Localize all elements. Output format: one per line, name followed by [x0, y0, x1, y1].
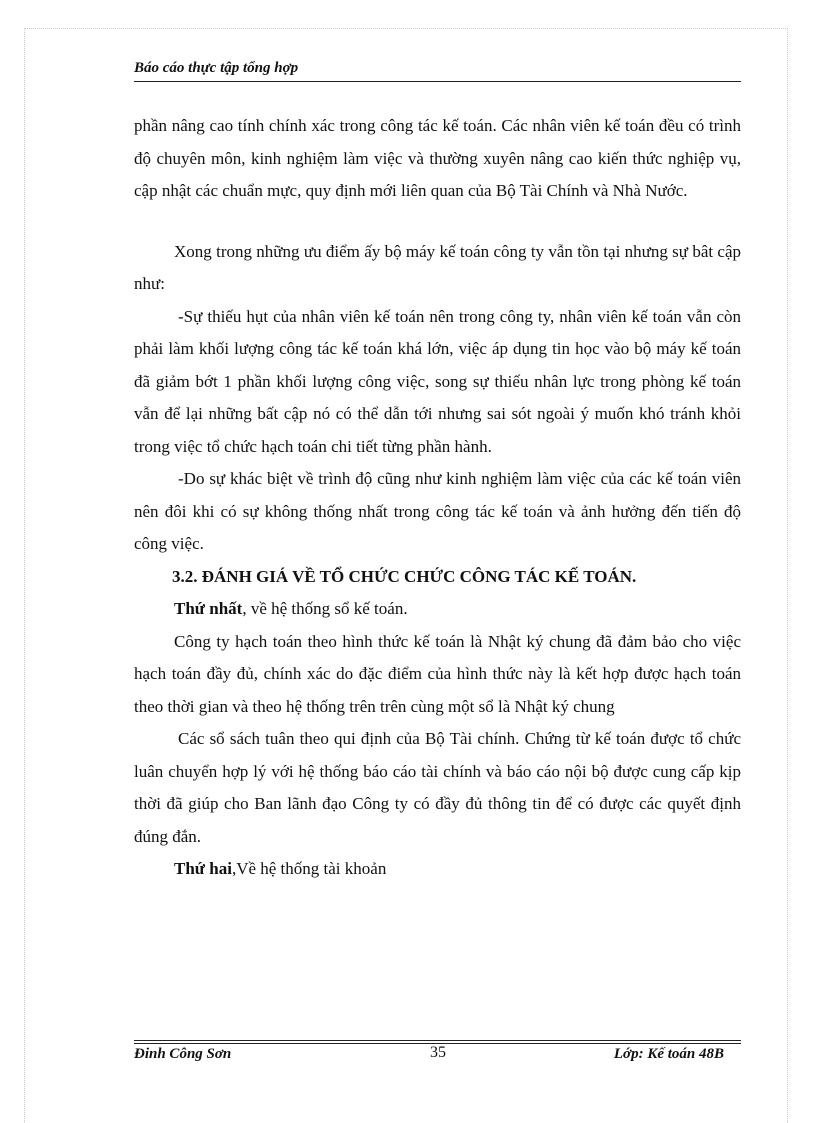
footer-class: Lớp: Kế toán 48B	[613, 1046, 724, 1062]
first-point-text: , về hệ thống sổ kế toán.	[242, 599, 408, 618]
header-title: Báo cáo thực tập tổng hợp	[134, 60, 299, 76]
paragraph-2: Xong trong những ưu điểm ấy bộ máy kế toán công ty vẫn tồn tại nhưng sự bât cập như:	[134, 241, 741, 293]
section-heading: 3.2. ĐÁNH GIÁ VỀ TỔ CHỨC CHỨC CÔNG TÁC KẾ TOÁN.	[172, 566, 637, 586]
second-point	[134, 853, 741, 886]
paragraph-1: phần nâng cao tính chính xác trong công tác kế toán. Các nhân viên kế toán đều có trình độ chuyên môn, kinh nghiệm làm việc và thường xuyên nâng cao kiến thức nghiệp vụ, cập nhật các chuẩn mực, quy định mới liên quan của Bộ Tài Chính và Nhà Nước.	[134, 116, 741, 200]
first-point	[134, 593, 741, 626]
paragraph-4: -Do sự khác biệt về trình độ cũng như kinh nghiệm làm việc của các kế toán viên nên đôi khi có sự không thống nhất trong công tác kế toán và ảnh hưởng đến tiến độ công việc.	[134, 469, 741, 553]
footer-author: Đinh Công Sơn	[134, 1046, 232, 1062]
second-point-text: ,Về hệ thống tài khoản	[231, 859, 387, 878]
first-point-label: Thứ nhất	[174, 599, 243, 618]
second-point-label: Thứ hai	[174, 859, 232, 878]
paragraph-6: Các sổ sách tuân theo qui định của Bộ Tài chính. Chứng từ kế toán được tổ chức luân chuyển hợp lý với hệ thống báo cáo tài chính và báo cáo nội bộ được cung cấp kịp thời đã giúp cho Ban lãnh đạo Công ty có đầy đủ thông tin để có được các quyết định đúng đắn.	[134, 729, 741, 846]
footer-rule	[134, 1040, 741, 1041]
paragraph-3: -Sự thiếu hụt của nhân viên kế toán nên trong công ty, nhân viên kế toán vẫn còn phải làm khối lượng công tác kế toán khá lớn, việc áp dụng tin học vào bộ máy kế toán đã giảm bớt 1 phần khối lượng công việc, song sự thiếu nhân lực trong phòng kế toán vẫn để lại những bất cập nó có thể dẫn tới nhưng sai sót ngoài ý muốn khó tránh khỏi trong việc tổ chức hạch toán chi tiết từng phần hành.	[134, 306, 741, 456]
body-text	[134, 110, 741, 886]
paragraph-5: Công ty hạch toán theo hình thức kế toán là Nhật ký chung đã đảm bảo cho việc hạch toán đầy đủ, chính xác do đặc điểm của hình thức này là kết hợp được hạch toán theo thời gian và theo hệ thống trên trên cùng một sổ là Nhật ký chung	[134, 631, 741, 716]
header-rule	[134, 81, 741, 82]
paragraph-gap	[134, 208, 741, 236]
page-number: 35	[430, 1044, 446, 1061]
